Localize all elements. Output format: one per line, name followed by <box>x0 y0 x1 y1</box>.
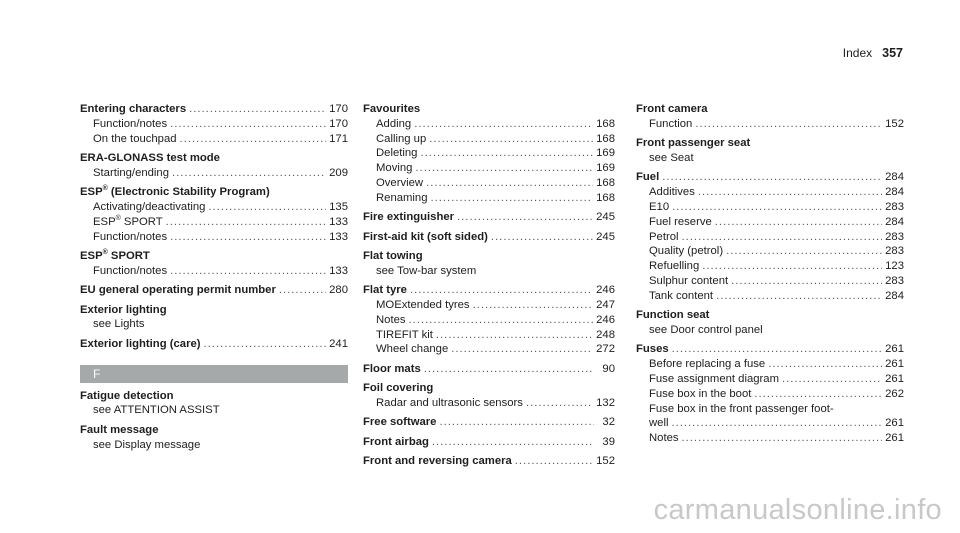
index-subentry <box>80 264 348 279</box>
entry-text: Fuel <box>636 171 660 184</box>
dot-leader <box>436 328 593 343</box>
dot-leader <box>431 191 594 206</box>
page-ref: 132 <box>596 396 615 409</box>
dot-leader <box>716 289 882 304</box>
registered-mark: ® <box>102 249 108 257</box>
index-subentry <box>80 132 348 147</box>
entry-text: Fuse box in the front passenger foot- <box>649 402 834 415</box>
dot-leader <box>695 117 882 132</box>
entry-text: On the touchpad <box>93 132 177 145</box>
watermark: carmanualsonline.info <box>653 494 942 526</box>
dot-leader <box>515 454 593 469</box>
page-ref: 32 <box>602 416 615 429</box>
page-ref: 135 <box>329 200 348 213</box>
page-ref: 246 <box>596 313 615 326</box>
dot-leader <box>180 132 327 147</box>
dot-leader <box>170 230 326 245</box>
entry-text: see Display message <box>93 438 201 451</box>
index-entry <box>80 102 348 117</box>
dot-leader <box>526 396 593 411</box>
index-subentry <box>363 176 615 191</box>
page-ref: 284 <box>885 215 904 228</box>
entry-text: Notes <box>376 313 406 326</box>
page-ref: 261 <box>885 343 904 356</box>
entry-text: Radar and ultrasonic sensors <box>376 396 523 409</box>
entry-text: TIREFIT kit <box>376 328 433 341</box>
entry-text: Tank content <box>649 289 714 302</box>
dot-leader <box>170 117 326 132</box>
page-ref: 133 <box>329 264 348 277</box>
entry-term: ESP <box>80 249 103 262</box>
dot-leader <box>702 259 882 274</box>
entry-text: Free software <box>363 416 437 429</box>
index-subentry <box>80 438 348 453</box>
index-subentry <box>636 289 904 304</box>
entry-text: First-aid kit (soft sided) <box>363 230 488 243</box>
entry-text <box>80 249 150 264</box>
dot-leader <box>491 230 593 245</box>
page-ref: 248 <box>596 328 615 341</box>
entry-text: ERA-GLONASS test mode <box>80 151 220 164</box>
dot-leader <box>414 117 593 132</box>
entry-text: Fault message <box>80 423 159 436</box>
index-subentry <box>80 230 348 245</box>
entry-text: Front and reversing camera <box>363 455 512 468</box>
page-ref: 123 <box>885 260 904 273</box>
dot-leader <box>439 415 594 430</box>
entry-text: Fuel reserve <box>649 215 712 228</box>
dot-leader <box>409 313 594 328</box>
page-ref: 168 <box>596 191 615 204</box>
dot-leader <box>208 200 326 215</box>
page-ref: 283 <box>885 245 904 258</box>
index-subentry <box>636 416 904 431</box>
dot-leader <box>768 357 882 372</box>
entry-text: see Lights <box>93 318 145 331</box>
entry-text: Wheel change <box>376 343 449 356</box>
index-subentry <box>636 117 904 132</box>
page-ref: 272 <box>596 343 615 356</box>
entry-text: Front passenger seat <box>636 137 751 150</box>
dot-leader <box>698 185 882 200</box>
index-entry <box>363 283 615 298</box>
page-ref: 283 <box>885 230 904 243</box>
entry-text: Sulphur content <box>649 274 729 287</box>
index-entry <box>636 136 904 151</box>
entry-text: Additives <box>649 186 695 199</box>
entry-text: Floor mats <box>363 362 421 375</box>
index-entry <box>363 210 615 225</box>
entry-text: see Tow-bar system <box>376 264 477 277</box>
dot-leader <box>457 210 593 225</box>
page-ref: 246 <box>596 284 615 297</box>
index-entry <box>636 308 904 323</box>
index-column-3 <box>636 102 904 446</box>
index-entry <box>363 249 615 264</box>
index-subentry <box>363 161 615 176</box>
index-subentry <box>363 146 615 161</box>
dot-leader <box>782 372 882 387</box>
page-ref: 168 <box>596 117 615 130</box>
entry-text: Exterior lighting <box>80 303 167 316</box>
entry-text: Notes <box>649 432 679 445</box>
entry-text: Before replacing a fuse <box>649 358 766 371</box>
page-ref: 133 <box>329 215 348 228</box>
dot-leader <box>426 176 593 191</box>
entry-text: Activating/deactivating <box>93 200 206 213</box>
index-subentry <box>363 117 615 132</box>
page-ref: 283 <box>885 200 904 213</box>
entry-text: Fatigue detection <box>80 389 174 402</box>
page-ref: 284 <box>885 289 904 302</box>
index-subentry <box>636 323 904 338</box>
index-subentry <box>363 342 615 357</box>
index-subentry <box>363 191 615 206</box>
entry-text: see Door control panel <box>649 323 763 336</box>
index-entry <box>80 283 348 298</box>
entry-text: Starting/ending <box>93 166 169 179</box>
page-ref: 209 <box>329 166 348 179</box>
index-subentry <box>636 200 904 215</box>
index-subentry <box>636 357 904 372</box>
entry-text: EU general operating permit number <box>80 284 276 297</box>
index-subentry <box>636 274 904 289</box>
index-subentry <box>363 298 615 313</box>
index-entry <box>80 151 348 166</box>
entry-text: Flat tyre <box>363 284 407 297</box>
entry-text: Front airbag <box>363 435 429 448</box>
entry-text: Fuses <box>636 343 669 356</box>
entry-term-rest: (Electronic Stability Program) <box>107 186 270 199</box>
index-subentry <box>80 403 348 418</box>
dot-leader <box>429 132 593 147</box>
dot-leader <box>473 298 594 313</box>
dot-leader <box>166 215 327 230</box>
index-entry <box>363 381 615 396</box>
page-ref: 169 <box>596 147 615 160</box>
entry-text: Foil covering <box>363 382 434 395</box>
page-ref: 169 <box>596 162 615 175</box>
dot-leader <box>682 230 883 245</box>
index-subentry <box>636 185 904 200</box>
page-ref: 284 <box>885 186 904 199</box>
entry-text: Entering characters <box>80 103 187 115</box>
entry-text: Quality (petrol) <box>649 245 724 258</box>
entry-text: Refuelling <box>649 260 700 273</box>
entry-text: Flat towing <box>363 249 423 262</box>
page-ref: 283 <box>885 274 904 287</box>
page-ref: 262 <box>885 387 904 400</box>
page-ref: 90 <box>602 362 615 375</box>
page-ref: 284 <box>885 171 904 184</box>
entry-term-rest: SPORT <box>107 249 150 262</box>
dot-leader <box>279 283 326 298</box>
page-ref: 168 <box>596 132 615 145</box>
page-ref: 152 <box>885 117 904 130</box>
entry-text: see ATTENTION ASSIST <box>93 404 220 417</box>
index-column-2 <box>363 102 615 469</box>
dot-leader <box>754 387 882 402</box>
index-subentry <box>363 328 615 343</box>
page-ref: 280 <box>329 284 348 297</box>
page-ref: 245 <box>596 211 615 224</box>
dot-leader <box>662 170 882 185</box>
index-column-1 <box>80 102 348 452</box>
dot-leader <box>432 435 594 450</box>
index-entry <box>80 185 348 200</box>
index-subentry <box>363 264 615 279</box>
entry-text: Overview <box>376 176 424 189</box>
dot-leader <box>172 166 326 181</box>
index-subentry <box>636 244 904 259</box>
index-subentry <box>636 402 904 417</box>
index-entry <box>363 415 615 430</box>
entry-text: well <box>649 417 669 430</box>
index-entry <box>363 435 615 450</box>
entry-text: Fire extinguisher <box>363 211 455 224</box>
index-entry <box>80 303 348 318</box>
page-ref: 168 <box>596 176 615 189</box>
header-section: Index <box>842 46 873 60</box>
index-subentry <box>636 372 904 387</box>
index-entry <box>636 102 904 117</box>
index-subentry <box>636 230 904 245</box>
entry-text: Calling up <box>376 132 427 145</box>
entry-text: see Seat <box>649 151 694 164</box>
index-entry <box>636 170 904 185</box>
entry-text: Function/notes <box>93 264 168 277</box>
index-subentry <box>636 387 904 402</box>
page-ref: 171 <box>329 132 348 145</box>
index-entry <box>80 389 348 404</box>
page-number: 357 <box>882 46 903 60</box>
dot-leader <box>420 146 593 161</box>
index-subentry <box>363 132 615 147</box>
entry-text: E10 <box>649 200 670 213</box>
index-entry <box>80 337 348 352</box>
page-header <box>843 46 903 60</box>
dot-leader <box>204 337 327 352</box>
index-subentry <box>80 317 348 332</box>
page-ref: 241 <box>329 337 348 350</box>
entry-text: Renaming <box>376 191 428 204</box>
index-subentry <box>363 396 615 411</box>
entry-text: Function <box>649 117 693 130</box>
entry-text: Fuse box in the boot <box>649 387 752 400</box>
entry-term-rest: SPORT <box>120 215 163 228</box>
registered-mark: ® <box>115 215 121 222</box>
page-ref: 261 <box>885 417 904 430</box>
dot-leader <box>671 416 882 431</box>
entry-text <box>80 185 270 200</box>
page-ref: 247 <box>596 298 615 311</box>
entry-text: Moving <box>376 162 413 175</box>
entry-text: MOExtended tyres <box>376 298 470 311</box>
index-entry <box>363 102 615 117</box>
entry-term: ESP <box>80 186 103 199</box>
dot-leader <box>682 431 883 446</box>
entry-term: ESP <box>93 215 116 228</box>
entry-text: Function seat <box>636 309 710 322</box>
index-subentry <box>636 151 904 166</box>
index-entry <box>363 454 615 469</box>
entry-text: Front camera <box>636 103 708 115</box>
letter-heading: F <box>80 365 348 383</box>
dot-leader <box>672 342 882 357</box>
page-ref: 170 <box>329 103 348 115</box>
index-subentry <box>636 431 904 446</box>
index-entry <box>363 362 615 377</box>
index-entry <box>636 342 904 357</box>
entry-text: Fuse assignment diagram <box>649 372 779 385</box>
dot-leader <box>451 342 593 357</box>
page-ref: 261 <box>885 432 904 445</box>
index-entry <box>363 230 615 245</box>
page-ref: 245 <box>596 230 615 243</box>
entry-text: Petrol <box>649 230 679 243</box>
index-entry <box>80 249 348 264</box>
index-subentry <box>636 215 904 230</box>
entry-text: Favourites <box>363 103 421 115</box>
registered-mark: ® <box>102 185 108 193</box>
page-ref: 261 <box>885 372 904 385</box>
dot-leader <box>424 362 594 377</box>
index-subentry <box>636 259 904 274</box>
dot-leader <box>410 283 593 298</box>
index-subentry <box>80 215 348 230</box>
entry-text: Function/notes <box>93 117 168 130</box>
page-ref: 39 <box>602 435 615 448</box>
index-subentry <box>80 166 348 181</box>
index-entry <box>80 423 348 438</box>
dot-leader <box>715 215 882 230</box>
dot-leader <box>415 161 593 176</box>
entry-text: Function/notes <box>93 230 168 243</box>
dot-leader <box>731 274 882 289</box>
page-ref: 170 <box>329 117 348 130</box>
entry-text: Exterior lighting (care) <box>80 337 201 350</box>
index-subentry <box>363 313 615 328</box>
entry-text <box>93 215 163 230</box>
entry-text: Deleting <box>376 147 418 160</box>
dot-leader <box>170 264 326 279</box>
dot-leader <box>189 102 326 117</box>
dot-leader <box>672 200 882 215</box>
index-subentry <box>80 117 348 132</box>
index-subentry <box>80 200 348 215</box>
page-ref: 261 <box>885 358 904 371</box>
dot-leader <box>726 244 882 259</box>
page-ref: 133 <box>329 230 348 243</box>
page-ref: 152 <box>596 455 615 468</box>
entry-text: Adding <box>376 117 412 130</box>
